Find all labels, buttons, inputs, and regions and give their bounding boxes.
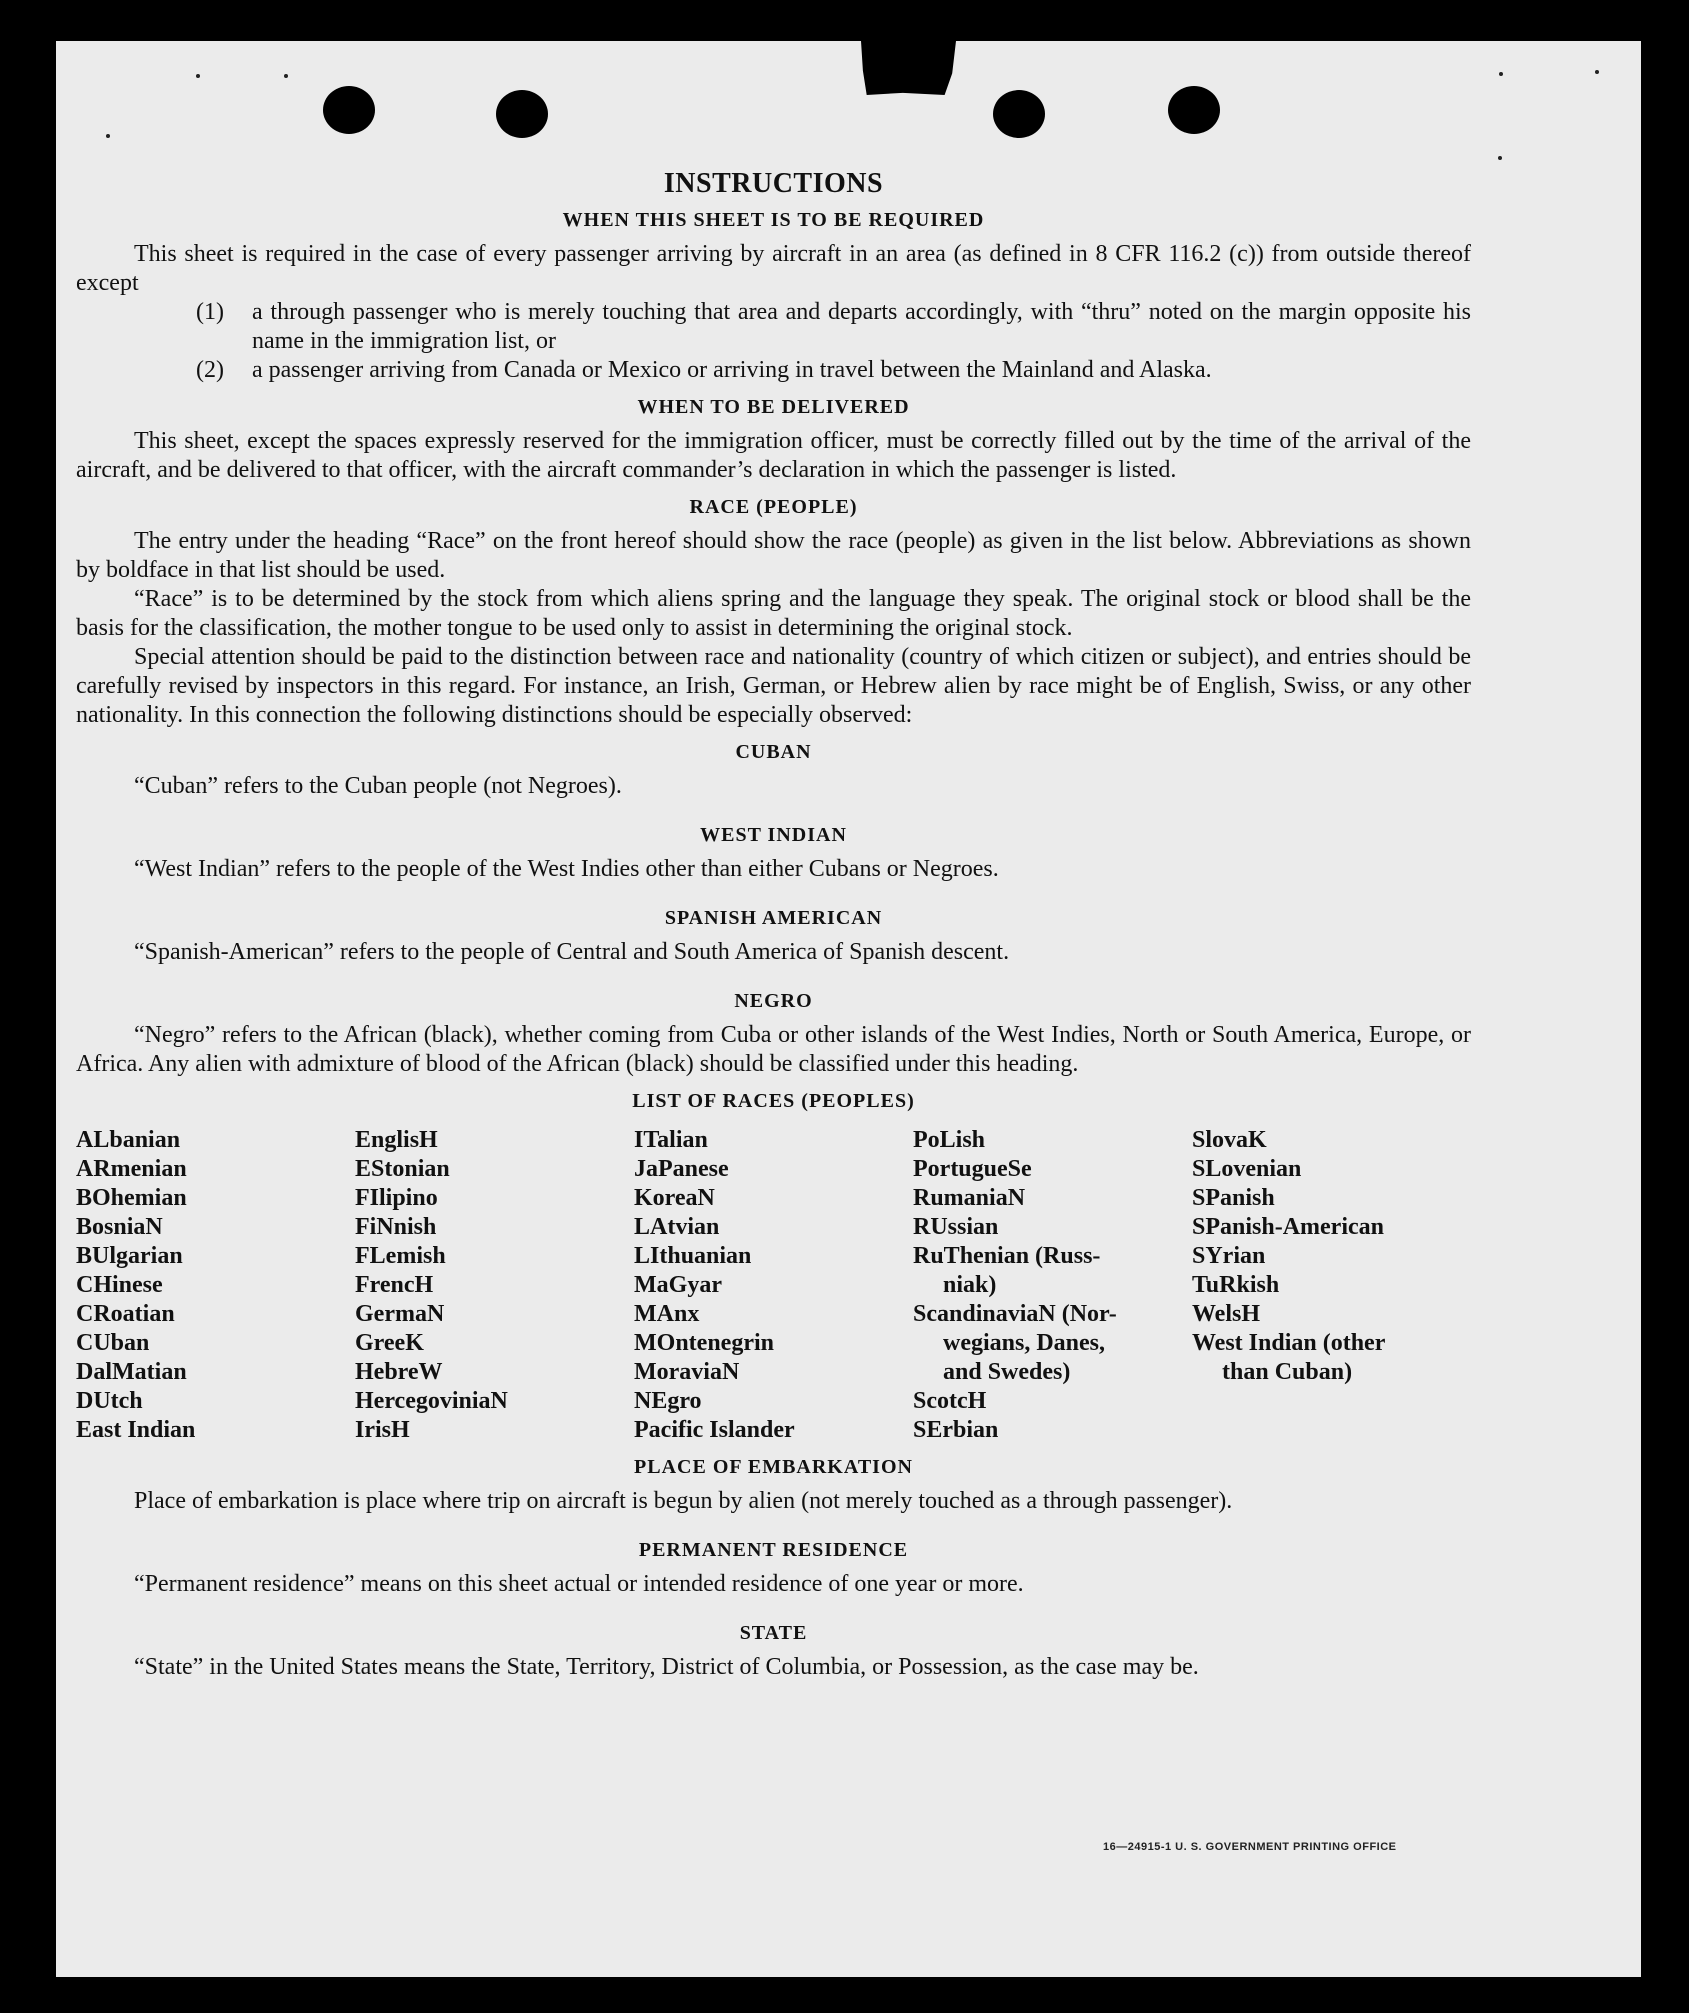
section-heading-west-indian: WEST INDIAN — [700, 824, 847, 846]
race-entry: GreeK — [355, 1330, 424, 1356]
section-heading-residence: PERMANENT RESIDENCE — [638, 1539, 909, 1561]
speck — [196, 74, 200, 78]
race-entry: niak) — [943, 1272, 997, 1298]
race-entry: FLemish — [355, 1243, 446, 1269]
delivered-body: This sheet, except the spaces expressly reserved for the immigration officer, must be correctly filled out by the time of the arrival of the aircraft, and be delivered to that officer, with the aircraft commander’s declaration in which the passenger is listed. — [76, 428, 1471, 483]
race-entry: SErbian — [913, 1417, 999, 1443]
section-heading-race: RACE (PEOPLE) — [689, 496, 858, 518]
race-paragraph-3: Special attention should be paid to the distinction between race and nationality (country of which citizen or subject), and entries should be carefully revised by inspectors in this regard. For instance, an Irish, German, or Hebrew alien by race might be of English, Swiss, or any other nationality. In this connection the following distinctions should be especially observed: — [76, 644, 1471, 728]
race-entry: HebreW — [355, 1359, 443, 1385]
speck — [284, 74, 288, 78]
race-paragraph-1: The entry under the heading “Race” on the front hereof should show the race (people) as given in the list below. Abbreviations as shown by boldface in that list should be used. — [76, 528, 1471, 583]
race-entry: BUlgarian — [76, 1243, 183, 1269]
race-column — [355, 1126, 634, 1445]
race-entry: PoLish — [913, 1127, 986, 1153]
race-entry: SPanish-American — [1192, 1214, 1384, 1240]
race-entry: FIlipino — [355, 1185, 438, 1211]
speck — [1499, 72, 1503, 76]
punch-hole — [993, 90, 1045, 138]
item-number: (2) — [196, 357, 224, 383]
race-entry: HercegoviniaN — [355, 1388, 508, 1414]
race-entry: JaPanese — [634, 1156, 729, 1182]
item-text: a passenger arriving from Canada or Mexico or arriving in travel between the Mainland and Alaska. — [252, 357, 1212, 383]
speck — [106, 134, 110, 138]
race-paragraph-2: “Race” is to be determined by the stock from which aliens spring and the language they speak. The original stock or blood shall be the basis for the classification, the mother tongue to be used only to assist in determining the original stock. — [76, 586, 1471, 641]
race-entry: SLovenian — [1192, 1156, 1302, 1182]
race-entry: ScandinaviaN (Nor- — [913, 1301, 1117, 1327]
punch-hole — [1168, 86, 1220, 134]
race-entry: MAnx — [634, 1301, 700, 1327]
race-entry: wegians, Danes, — [943, 1330, 1106, 1356]
race-entry: LIthuanian — [634, 1243, 752, 1269]
item-text: a through passenger who is merely touching that area and departs accordingly, with “thru” noted on the margin opposite his name in the immigration list, or — [252, 299, 1471, 354]
race-entry: EnglisH — [355, 1127, 438, 1153]
section-heading-embarkation: PLACE OF EMBARKATION — [634, 1456, 913, 1478]
race-entry: ALbanian — [76, 1127, 181, 1153]
race-entry: CHinese — [76, 1272, 163, 1298]
race-entry: MOntenegrin — [634, 1330, 774, 1356]
required-item — [76, 356, 1471, 385]
item-number: (1) — [196, 299, 224, 325]
race-column — [76, 1126, 355, 1445]
section-heading-required: WHEN THIS SHEET IS TO BE REQUIRED — [562, 209, 985, 231]
race-entry: ScotcH — [913, 1388, 987, 1414]
race-entry: RUssian — [913, 1214, 999, 1240]
race-entry: WelsH — [1192, 1301, 1261, 1327]
race-entry: NEgro — [634, 1388, 702, 1414]
punch-hole — [496, 90, 548, 138]
document-page — [56, 41, 1641, 1977]
instructions-content — [76, 169, 1471, 1682]
race-entry: West Indian (other — [1192, 1330, 1386, 1356]
race-entry: ITalian — [634, 1127, 708, 1153]
race-entry: SPanish — [1192, 1185, 1275, 1211]
required-body: This sheet is required in the case of every passenger arriving by aircraft in an area (as defined in 8 CFR 116.2 (c)) from outside thereof except — [76, 241, 1471, 296]
section-heading-list: LIST OF RACES (PEOPLES) — [632, 1090, 915, 1112]
race-entry: RuThenian (Russ- — [913, 1243, 1101, 1269]
race-column — [913, 1126, 1192, 1445]
race-entry: TuRkish — [1192, 1272, 1280, 1298]
race-entry: than Cuban) — [1222, 1359, 1353, 1385]
cuban-body: “Cuban” refers to the Cuban people (not Negroes). — [134, 773, 622, 799]
punch-hole — [323, 86, 375, 134]
negro-body: “Negro” refers to the African (black), whether coming from Cuba or other islands of the West Indies, North or South America, Europe, or Africa. Any alien with admixture of blood of the African (black) should be classified under this heading. — [76, 1022, 1471, 1077]
section-heading-delivered: WHEN TO BE DELIVERED — [637, 396, 910, 418]
section-heading-cuban: CUBAN — [735, 741, 812, 763]
race-entry: East Indian — [76, 1417, 196, 1443]
race-entry: DUtch — [76, 1388, 143, 1414]
race-entry: ARmenian — [76, 1156, 187, 1182]
race-entry: BosniaN — [76, 1214, 163, 1240]
race-entry: CUban — [76, 1330, 150, 1356]
spanish-american-body: “Spanish-American” refers to the people of Central and South America of Spanish descent. — [134, 939, 1010, 965]
printer-imprint: 16—24915-1 U. S. GOVERNMENT PRINTING OFFICE — [1103, 1841, 1397, 1853]
west-indian-body: “West Indian” refers to the people of the West Indies other than either Cubans or Negroes. — [134, 856, 999, 882]
residence-body: “Permanent residence” means on this sheet actual or intended residence of one year or more. — [134, 1571, 1024, 1597]
race-column — [634, 1126, 913, 1445]
required-item — [76, 298, 1471, 356]
race-entry: FiNnish — [355, 1214, 437, 1240]
race-entry: DalMatian — [76, 1359, 187, 1385]
race-entry: RumaniaN — [913, 1185, 1026, 1211]
speck — [1498, 156, 1502, 160]
section-heading-negro: NEGRO — [734, 990, 813, 1012]
race-entry: PortugueSe — [913, 1156, 1032, 1182]
page-title: INSTRUCTIONS — [663, 168, 884, 199]
race-entry: KoreaN — [634, 1185, 715, 1211]
race-entry: LAtvian — [634, 1214, 720, 1240]
state-body: “State” in the United States means the State, Territory, District of Columbia, or Possession, as the case may be. — [134, 1654, 1199, 1680]
race-entry: and Swedes) — [943, 1359, 1071, 1385]
torn-edge — [861, 41, 956, 95]
section-heading-spanish-american: SPANISH AMERICAN — [664, 907, 883, 929]
race-entry: MoraviaN — [634, 1359, 740, 1385]
race-entry: SlovaK — [1192, 1127, 1267, 1153]
race-entry: IrisH — [355, 1417, 410, 1443]
race-entry: MaGyar — [634, 1272, 722, 1298]
race-entry: GermaN — [355, 1301, 445, 1327]
race-list — [76, 1126, 1471, 1445]
race-entry: FrencH — [355, 1272, 434, 1298]
section-heading-state: STATE — [739, 1622, 808, 1644]
speck — [1595, 70, 1599, 74]
race-column — [1192, 1126, 1471, 1445]
race-entry: BOhemian — [76, 1185, 187, 1211]
race-entry: EStonian — [355, 1156, 450, 1182]
embarkation-body: Place of embarkation is place where trip on aircraft is begun by alien (not merely touched as a through passenger). — [134, 1488, 1233, 1514]
race-entry: Pacific Islander — [634, 1417, 795, 1443]
race-entry: SYrian — [1192, 1243, 1266, 1269]
race-entry: CRoatian — [76, 1301, 175, 1327]
